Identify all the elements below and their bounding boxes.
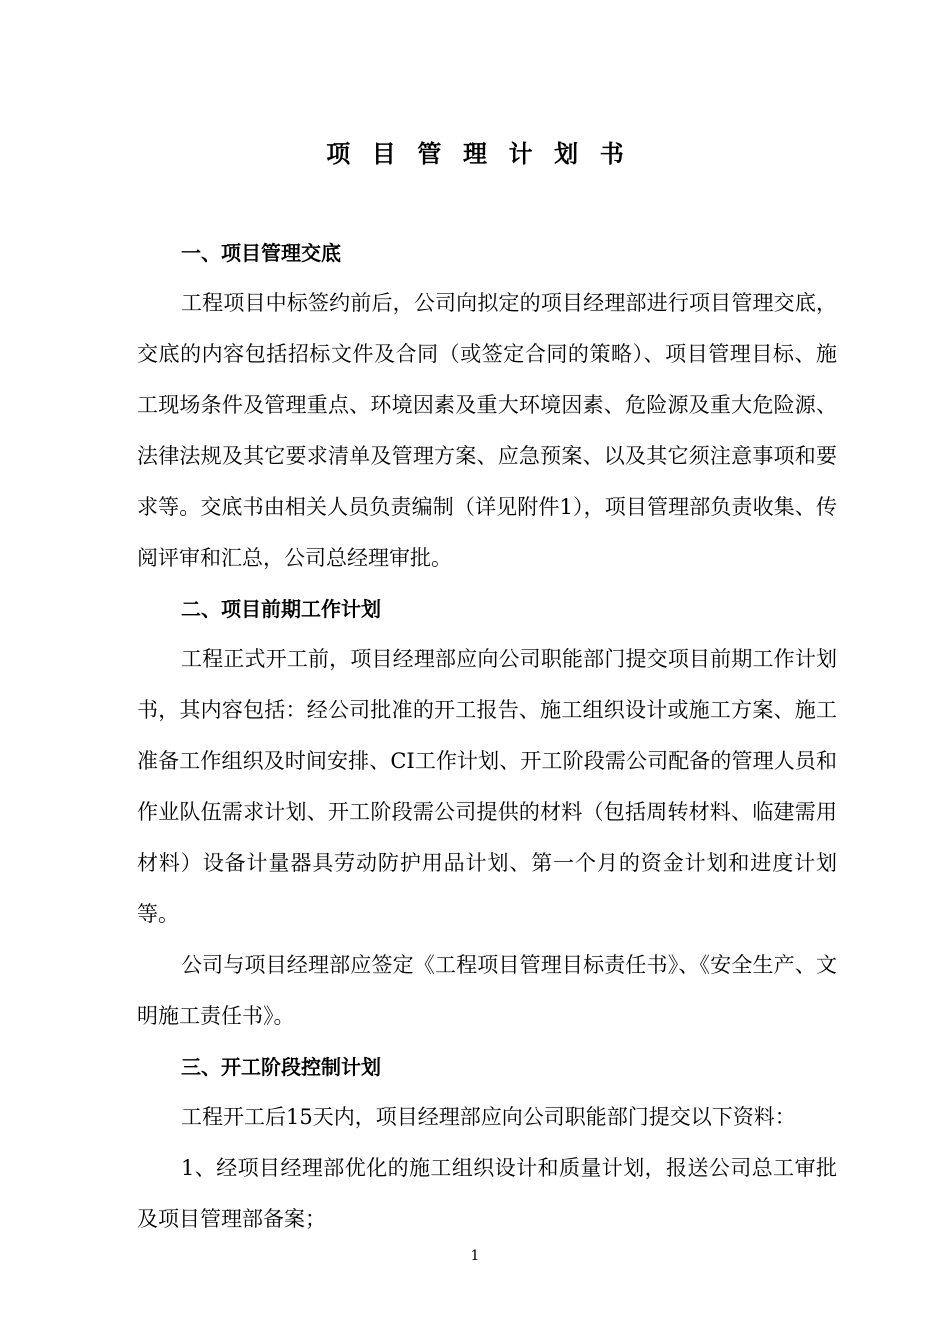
page-number: 1 <box>470 1248 480 1264</box>
document-title: 项目管理计划书 <box>326 139 646 168</box>
section-heading-2: 二、项目前期工作计划 <box>181 597 381 621</box>
section-1-paragraph-1: 工程项目中标签约前后，公司向拟定的项目经理部进行项目管理交底，交底的内容包括招标文件及合同（或签定合同的策略）、项目管理目标、施工现场条件及管理重点、环境因素及重大环境因素、危险源及重大危险源、法律法规及其它要求清单及管理方案、应急预案、以及其它须注意事项和要求等。交底书由相关人员负责编制（详见附件1），项目管理部负责收集、传阅评审和汇总，公司总经理审批。 <box>137 291 837 570</box>
section-2-paragraph-2: 公司与项目经理部应签定《工程项目管理目标责任书》、《安全生产、文明施工责任书》。 <box>137 953 837 1028</box>
section-3-paragraph-1: 工程开工后15天内，项目经理部应向公司职能部门提交以下资料： <box>181 1105 796 1129</box>
section-3-paragraph-2: 1、经项目经理部优化的施工组织设计和质量计划，报送公司总工审批及项目管理部备案； <box>137 1156 837 1231</box>
document-body <box>137 228 837 1245</box>
section-heading-3: 三、开工阶段控制计划 <box>181 1055 381 1079</box>
section-2-paragraph-1: 工程正式开工前，项目经理部应向公司职能部门提交项目前期工作计划书，其内容包括：经公司批准的开工报告、施工组织设计或施工方案、施工准备工作组织及时间安排、CI工作计划、开工阶段需公司配备的管理人员和作业队伍需求计划、开工阶段需公司提供的材料（包括周转材料、临建需用材料）设备计量器具劳动防护用品计划、第一个月的资金计划和进度计划等。 <box>137 647 837 926</box>
section-heading-1: 一、项目管理交底 <box>181 241 341 265</box>
